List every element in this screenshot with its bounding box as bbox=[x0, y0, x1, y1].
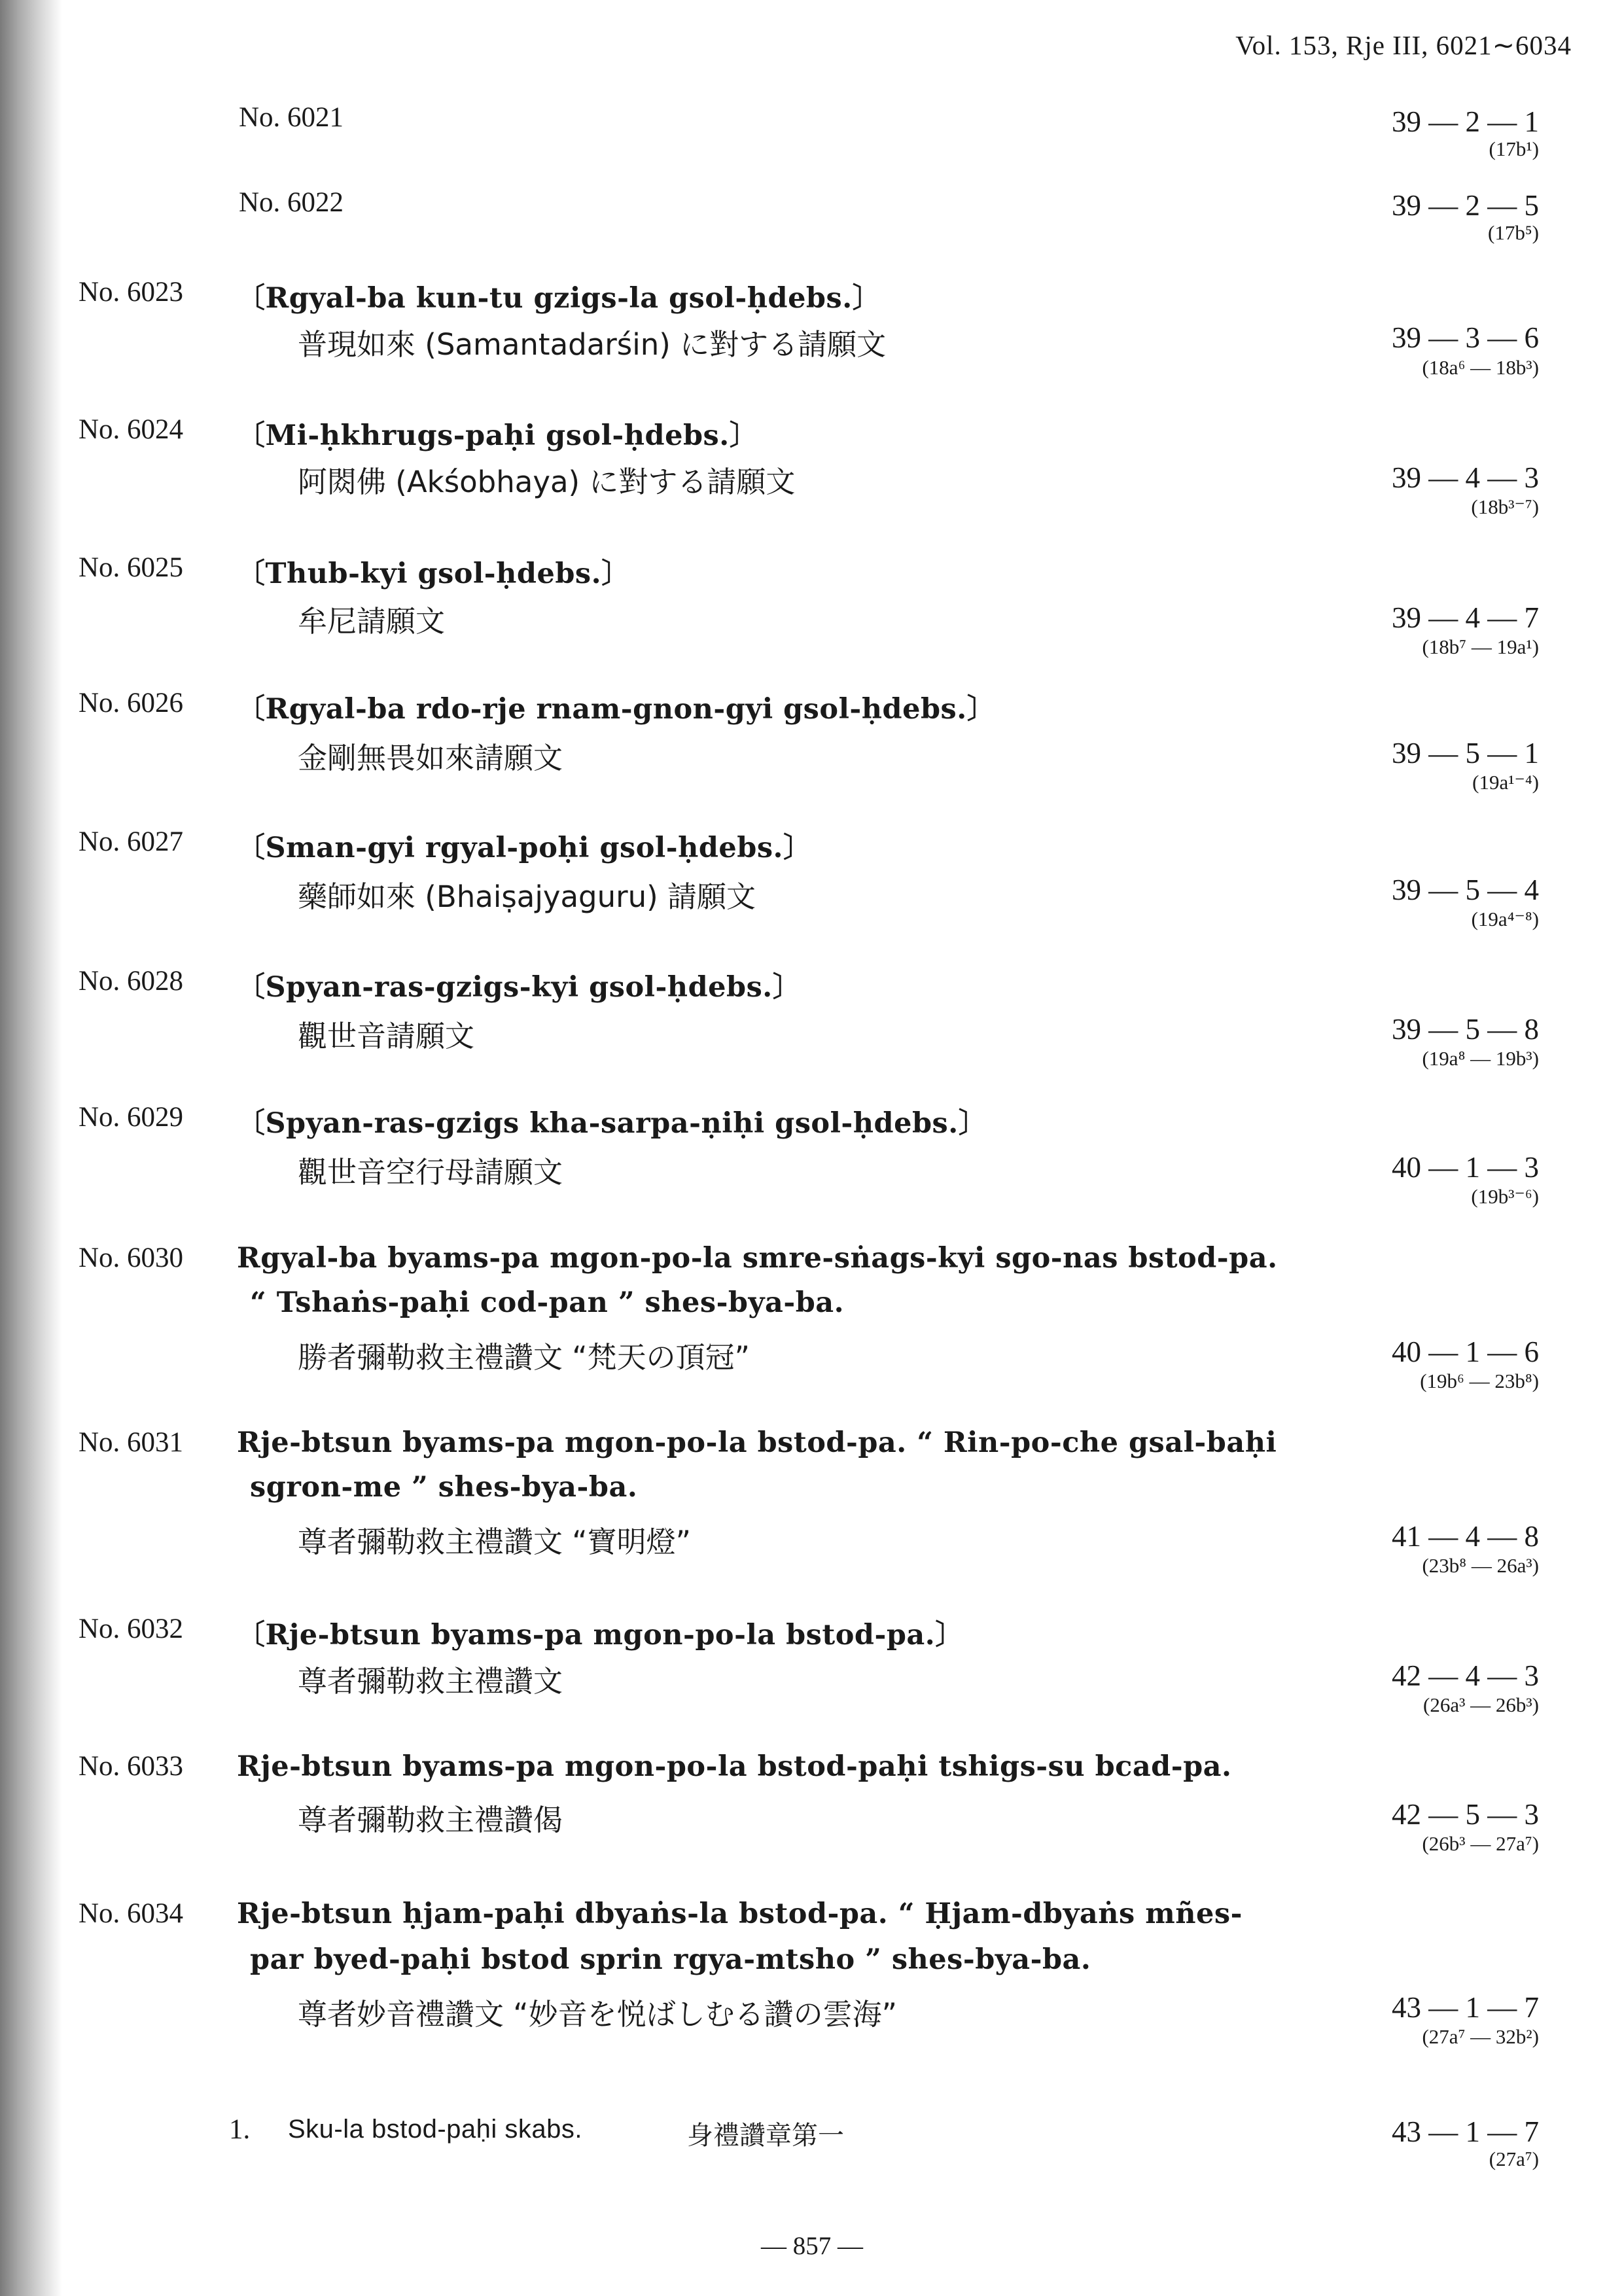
japanese-title: 尊者彌勒救主禮讚文 “寶明燈” bbox=[298, 1525, 691, 1559]
folio: (26b³ — 27a⁷) bbox=[1422, 1832, 1539, 1855]
tibetan-title: Rgyal-ba byams-pa mgon-po-la smre-sṅags-kyi sgo-nas bstod-pa. bbox=[237, 1242, 1278, 1275]
tibetan-title: 〔Sman-gyi rgyal-poḥi gsol-ḥdebs.〕 bbox=[237, 832, 812, 864]
folio: (18a⁶ — 18b³) bbox=[1422, 356, 1539, 379]
folio: (17b⁵) bbox=[1488, 221, 1539, 244]
entry-number: No. 6025 bbox=[79, 552, 184, 583]
entry-number: No. 6026 bbox=[79, 688, 184, 718]
entry-number: No. 6034 bbox=[79, 1898, 184, 1929]
location: 39 — 5 — 1 bbox=[1392, 737, 1539, 769]
folio: (19a¹⁻⁴) bbox=[1472, 771, 1539, 794]
tibetan-title-continued: sgron-me ” shes-bya-ba. bbox=[250, 1471, 638, 1504]
japanese-title: 金剛無畏如來請願文 bbox=[298, 741, 563, 775]
tibetan-title: Rje-btsun byams-pa mgon-po-la bstod-paḥi tshigs-su bcad-pa. bbox=[237, 1750, 1232, 1783]
location: 40 — 1 — 6 bbox=[1392, 1335, 1539, 1368]
folio: (27a⁷) bbox=[1489, 2147, 1539, 2170]
japanese-title: 尊者彌勒救主禮讚偈 bbox=[298, 1803, 563, 1837]
tibetan-title: 〔Spyan-ras-gzigs-kyi gsol-ḥdebs.〕 bbox=[237, 971, 802, 1004]
location: 40 — 1 — 3 bbox=[1392, 1151, 1539, 1184]
folio: (23b⁸ — 26a³) bbox=[1422, 1554, 1539, 1577]
japanese-title: 勝者彌勒救主禮讚文 “梵天の頂冠” bbox=[298, 1340, 750, 1375]
tibetan-section-title: Sku-la bstod-paḥi skabs. bbox=[288, 2115, 583, 2144]
folio: (18b⁷ — 19a¹) bbox=[1422, 635, 1539, 658]
japanese-title: 普現如來 (Samantadarśin) に對する請願文 bbox=[298, 327, 887, 362]
entry-number: No. 6030 bbox=[79, 1243, 184, 1273]
tibetan-title: 〔Rgyal-ba rdo-rje rnam-gnon-gyi gsol-ḥdebs.〕 bbox=[237, 693, 996, 726]
entry-number: No. 6024 bbox=[79, 414, 184, 445]
entry-number: No. 6033 bbox=[79, 1751, 184, 1782]
location: 39 — 3 — 6 bbox=[1392, 321, 1539, 354]
location: 39 — 5 — 4 bbox=[1392, 874, 1539, 906]
folio: (27a⁷ — 32b²) bbox=[1422, 2025, 1539, 2048]
location: 43 — 1 — 7 bbox=[1392, 1991, 1539, 2024]
folio: (19a⁴⁻⁸) bbox=[1471, 908, 1539, 930]
section-number: 1. bbox=[229, 2114, 251, 2145]
folio: (19b³⁻⁶) bbox=[1471, 1185, 1539, 1208]
folio: (19b⁶ — 23b⁸) bbox=[1420, 1369, 1539, 1392]
entry-number: No. 6022 bbox=[239, 187, 344, 218]
japanese-title: 尊者彌勒救主禮讚文 bbox=[298, 1664, 563, 1699]
tibetan-title: Rje-btsun byams-pa mgon-po-la bstod-pa. “ Rin-po-che gsal-baḥi bbox=[237, 1426, 1277, 1459]
japanese-title: 觀世音空行母請願文 bbox=[298, 1155, 563, 1190]
entry-number: No. 6027 bbox=[79, 826, 184, 857]
tibetan-title: 〔Rgyal-ba kun-tu gzigs-la gsol-ḥdebs.〕 bbox=[237, 282, 881, 315]
tibetan-title: Rje-btsun ḥjam-paḥi dbyaṅs-la bstod-pa. “ Ḥjam-dbyaṅs mñes- bbox=[237, 1898, 1243, 1930]
entry-number: No. 6032 bbox=[79, 1614, 184, 1644]
japanese-title: 觀世音請願文 bbox=[298, 1019, 475, 1053]
japanese-title: 牟尼請願文 bbox=[298, 604, 446, 639]
location: 43 — 1 — 7 bbox=[1392, 2115, 1539, 2148]
japanese-title: 藥師如來 (Bhaiṣajyaguru) 請願文 bbox=[298, 879, 756, 914]
tibetan-title-continued: “ Tshaṅs-paḥi cod-pan ” shes-bya-ba. bbox=[250, 1286, 845, 1319]
location: 39 — 5 — 8 bbox=[1392, 1013, 1539, 1046]
location: 39 — 2 — 5 bbox=[1392, 189, 1539, 222]
location: 42 — 5 — 3 bbox=[1392, 1798, 1539, 1831]
location: 41 — 4 — 8 bbox=[1392, 1520, 1539, 1553]
scan-edge-shadow bbox=[0, 0, 62, 2296]
japanese-section-title: 身禮讚章第一 bbox=[687, 2121, 844, 2151]
location: 39 — 4 — 3 bbox=[1392, 461, 1539, 494]
location: 39 — 2 — 1 bbox=[1392, 105, 1539, 138]
entry-number: No. 6031 bbox=[79, 1427, 184, 1458]
page-header: Vol. 153, Rje III, 6021∼6034 bbox=[1235, 30, 1572, 60]
entry-number: No. 6029 bbox=[79, 1102, 184, 1133]
tibetan-title: 〔Rje-btsun byams-pa mgon-po-la bstod-pa.〕 bbox=[237, 1619, 964, 1651]
location: 42 — 4 — 3 bbox=[1392, 1659, 1539, 1692]
tibetan-title-continued: par byed-paḥi bstod sprin rgya-mtsho ” shes-bya-ba. bbox=[250, 1943, 1091, 1976]
folio: (18b³⁻⁷) bbox=[1471, 495, 1539, 518]
tibetan-title: 〔Spyan-ras-gzigs kha-sarpa-ṇiḥi gsol-ḥdebs.〕 bbox=[237, 1107, 987, 1140]
tibetan-title: 〔Mi-ḥkhrugs-paḥi gsol-ḥdebs.〕 bbox=[237, 419, 758, 452]
tibetan-title: 〔Thub-kyi gsol-ḥdebs.〕 bbox=[237, 557, 630, 590]
japanese-title: 阿閦佛 (Akśobhaya) に對する請願文 bbox=[298, 465, 796, 499]
location: 39 — 4 — 7 bbox=[1392, 601, 1539, 634]
japanese-title: 尊者妙音禮讚文 “妙音を悦ばしむる讚の雲海” bbox=[298, 1997, 897, 2032]
folio: (17b¹) bbox=[1489, 137, 1539, 160]
entry-number: No. 6021 bbox=[239, 102, 344, 133]
folio: (26a³ — 26b³) bbox=[1423, 1693, 1539, 1716]
page-number: — 857 — bbox=[761, 2232, 863, 2260]
entry-number: No. 6023 bbox=[79, 277, 184, 308]
entry-number: No. 6028 bbox=[79, 966, 184, 997]
folio: (19a⁸ — 19b³) bbox=[1422, 1047, 1539, 1070]
